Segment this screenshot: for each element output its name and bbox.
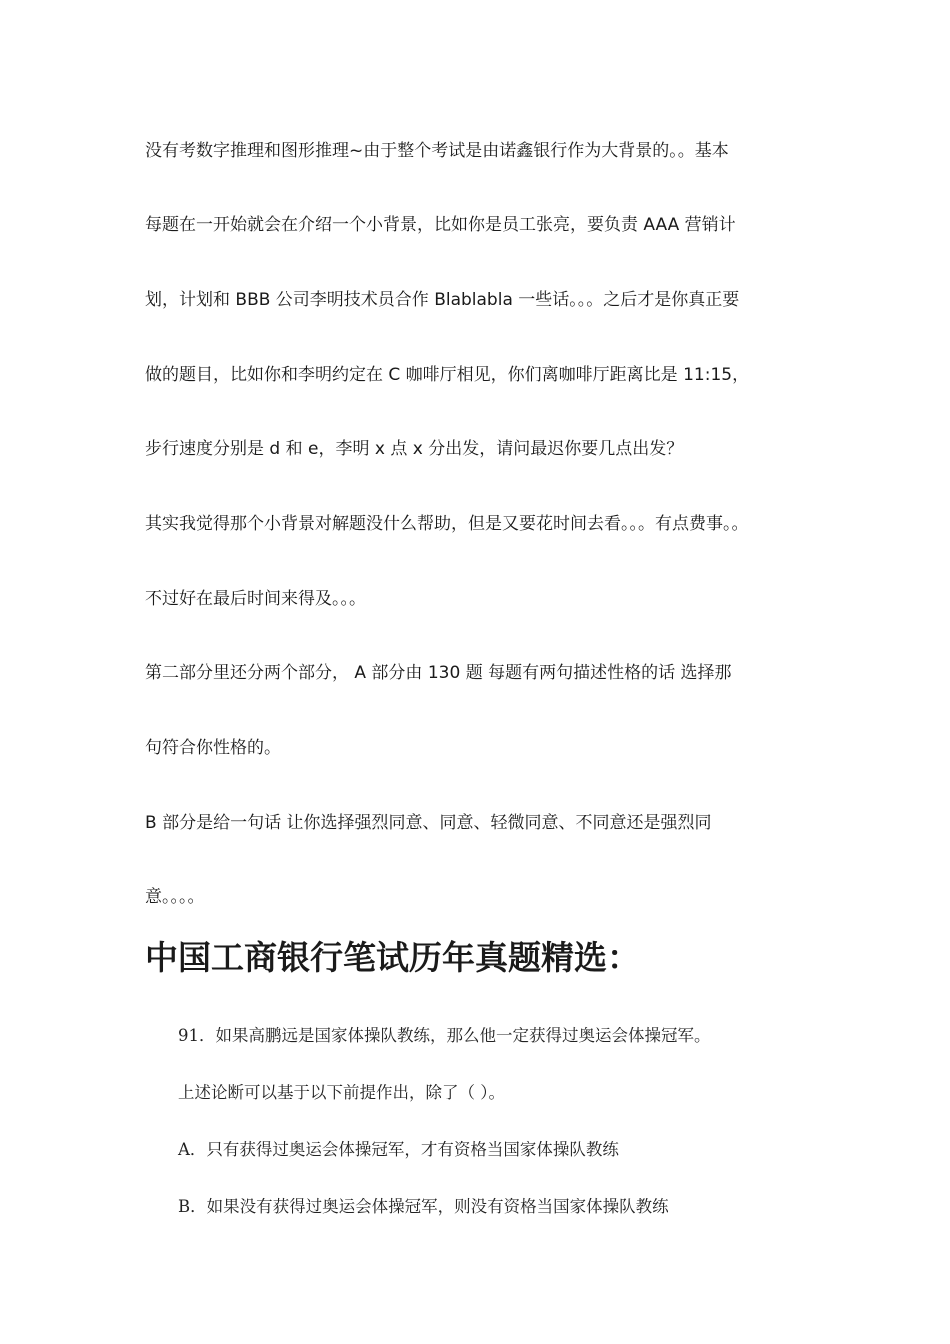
body-line-11: 意。。。。 [145, 887, 205, 907]
question-stem: 91．如果高鹏远是国家体操队教练，那么他一定获得过奥运会体操冠军。 [178, 1026, 711, 1045]
body-line-7: 不过好在最后时间来得及。。。 [145, 589, 366, 609]
section-heading: 中国工商银行笔试历年真题精选： [145, 938, 640, 977]
body-line-4: 做的题目，比如你和李明约定在 C 咖啡厅相见，你们离咖啡厅距离比是 11:15， [145, 365, 750, 385]
body-line-10: B 部分是给一句话 让你选择强烈同意、同意、轻微同意、不同意还是强烈同 [145, 813, 712, 833]
option-a: A．只有获得过奥运会体操冠军，才有资格当国家体操队教练 [178, 1140, 619, 1159]
question-prompt: 上述论断可以基于以下前提作出，除了（ ）。 [178, 1083, 505, 1102]
option-b: B．如果没有获得过奥运会体操冠军，则没有资格当国家体操队教练 [178, 1197, 669, 1216]
body-line-5: 步行速度分别是 d 和 e，李明 x 点 x 分出发，请问最迟你要几点出发？ [145, 439, 684, 459]
body-line-9: 句符合你性格的。 [145, 738, 281, 758]
body-line-8: 第二部分里还分两个部分， A 部分由 130 题 每题有两句描述性格的话 选择那 [145, 663, 732, 683]
body-line-2: 每题在一开始就会在介绍一个小背景，比如你是员工张亮，要负责 AAA 营销计 [145, 215, 736, 235]
body-line-1: 没有考数字推理和图形推理~由于整个考试是由诺鑫银行作为大背景的。。基本 [145, 141, 729, 161]
body-line-6: 其实我觉得那个小背景对解题没什么帮助，但是又要花时间去看。。。有点费事。。 [145, 514, 749, 534]
body-line-3: 划，计划和 BBB 公司李明技术员合作 Blablabla 一些话。。。之后才是你真正要 [145, 290, 740, 310]
